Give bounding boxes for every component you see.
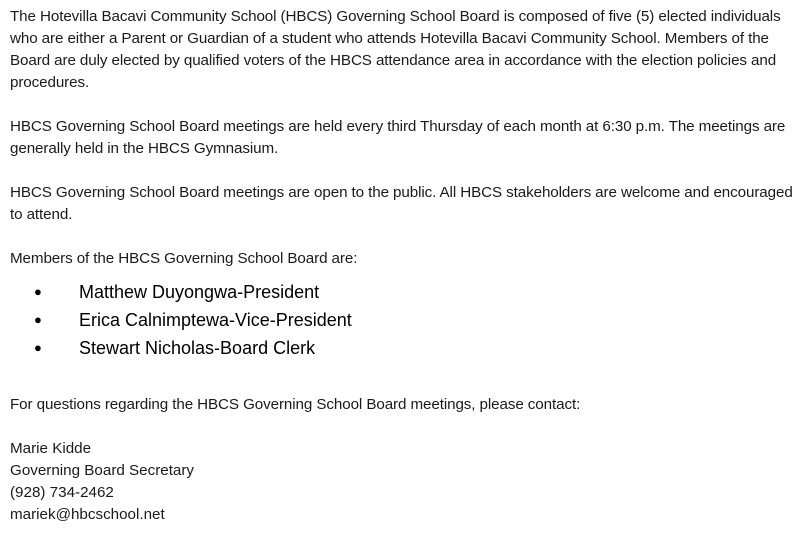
contact-title: Governing Board Secretary <box>10 462 195 479</box>
members-list <box>10 278 795 362</box>
bullet-icon: ● <box>34 340 42 355</box>
questions-paragraph: For questions regarding the HBCS Governing School Board meetings, please contact: <box>10 396 581 413</box>
list-item <box>10 334 795 362</box>
bullet-icon: ● <box>34 312 42 327</box>
document-body <box>10 6 795 526</box>
member-name: Stewart Nicholas-Board Clerk <box>79 338 316 358</box>
member-name: Matthew Duyongwa-President <box>79 282 320 302</box>
contact-block <box>10 438 795 526</box>
contact-name: Marie Kidde <box>10 440 92 457</box>
composition-paragraph: The Hotevilla Bacavi Community School (HBCS) Governing School Board is composed of five (5) elected individuals who are either a Parent or Guardian of a student who attends Hotevilla Bacavi Community School. Members of the Board are duly elected by qualified voters of the HBCS attendance area in accordance with the election policies and procedures. <box>10 8 781 91</box>
member-name: Erica Calnimptewa-Vice-President <box>79 310 352 330</box>
contact-email: mariek@hbcschool.net <box>10 506 165 523</box>
members-heading: Members of the HBCS Governing School Board are: <box>10 250 358 267</box>
meetings-paragraph: HBCS Governing School Board meetings are held every third Thursday of each month at 6:30 p.m. The meetings are generally held in the HBCS Gymnasium. <box>10 118 786 157</box>
list-item <box>10 278 795 306</box>
list-item <box>10 306 795 334</box>
contact-phone: (928) 734-2462 <box>10 484 114 501</box>
bullet-icon: ● <box>34 284 42 299</box>
public-paragraph: HBCS Governing School Board meetings are open to the public. All HBCS stakeholders are welcome and encouraged to attend. <box>10 184 793 223</box>
